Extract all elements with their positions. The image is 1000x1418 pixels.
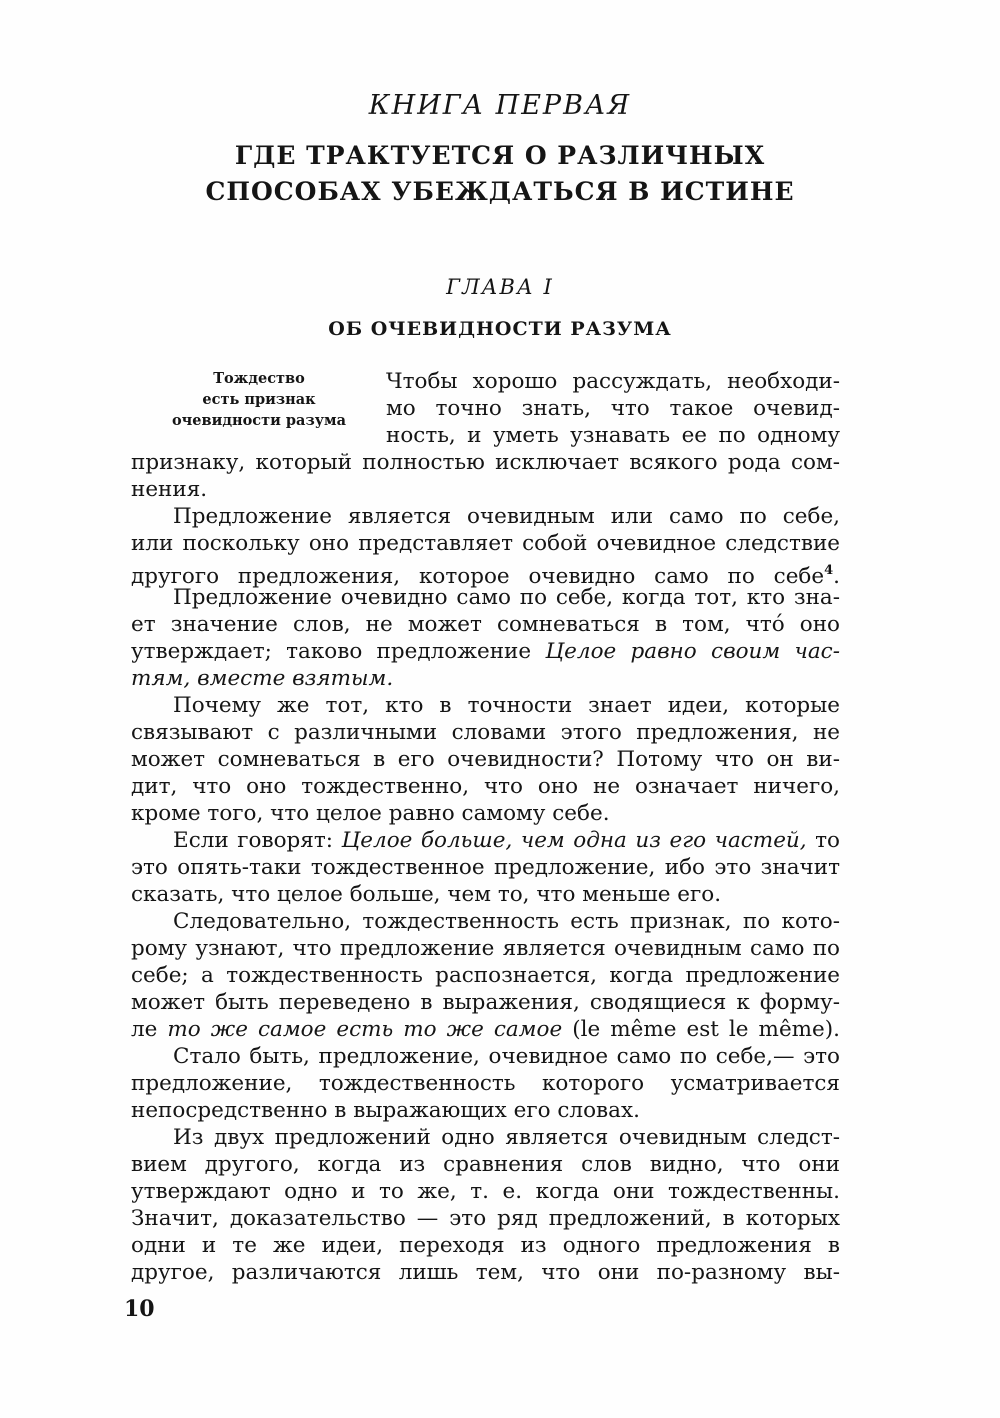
text-fragment: утверждает; таково предложение bbox=[131, 639, 546, 664]
text-line: сказать, что целое больше, чем то, что меньше его. bbox=[131, 882, 722, 907]
italic-quote: Целое больше, чем одна из его частей, bbox=[341, 828, 807, 853]
text-fragment: то bbox=[806, 828, 840, 853]
text-fragment: (le même est le même). bbox=[562, 1017, 841, 1042]
text-fragment: другого предложения, которое очевидно само по себе bbox=[131, 564, 825, 589]
margin-note-line: Тождество bbox=[213, 370, 305, 387]
text-line: другое, различаются лишь тем, что они по-разному вы- bbox=[131, 1260, 840, 1285]
text-line: утверждают одно и то же, т. е. когда они тождественны. bbox=[131, 1179, 840, 1204]
book-title bbox=[0, 138, 1000, 210]
text-line bbox=[131, 557, 840, 589]
text-line: кроме того, что целое равно самому себе. bbox=[131, 801, 610, 826]
text-line: одни и те же идеи, переходя из одного предложения в bbox=[131, 1233, 840, 1258]
text-line: мо точно знать, что такое очевид- bbox=[386, 396, 840, 421]
text-line: Почему же тот, кто в точности знает идеи, которые bbox=[173, 693, 840, 718]
text-line bbox=[131, 827, 840, 854]
margin-note bbox=[152, 368, 366, 431]
italic-quote: Целое равно своим час- bbox=[545, 639, 840, 664]
book-title-line: ГДЕ ТРАКТУЕТСЯ О РАЗЛИЧНЫХ bbox=[234, 141, 766, 170]
text-fragment: ле bbox=[131, 1017, 168, 1042]
chapter-label: ГЛАВА I bbox=[446, 275, 554, 299]
text-line: нения. bbox=[131, 477, 208, 502]
page-number: 10 bbox=[124, 1296, 155, 1322]
book-label: КНИГА ПЕРВАЯ bbox=[368, 90, 632, 121]
text-line: Из двух предложений одно является очевидным следст- bbox=[173, 1125, 840, 1150]
chapter-title: ОБ ОЧЕВИДНОСТИ РАЗУМА bbox=[328, 318, 672, 340]
text-line: связывают с различными словами этого предложения, не bbox=[131, 720, 840, 745]
text-line: это опять-таки тождественное предложение, ибо это значит bbox=[131, 855, 840, 880]
text-line: может быть переведено в выражения, сводящиеся к форму- bbox=[131, 990, 840, 1015]
text-line: Следовательно, тождественность есть признак, по кото- bbox=[173, 909, 840, 934]
body-text bbox=[131, 449, 840, 1286]
text-fragment: . bbox=[833, 564, 840, 589]
text-line bbox=[131, 665, 840, 692]
italic-quote: тям, вместе взятым. bbox=[131, 666, 394, 691]
text-line: ет значение слов, не может сомневаться в том, что́ оно bbox=[131, 612, 840, 637]
text-line: ность, и уметь узнавать ее по одному bbox=[386, 423, 840, 448]
margin-note-line: очевидности разума bbox=[172, 412, 346, 429]
text-line: предложение, тождественность которого усматривается bbox=[131, 1071, 840, 1096]
opening-paragraph-lines bbox=[386, 368, 840, 449]
text-line: вием другого, когда из сравнения слов видно, что они bbox=[131, 1152, 840, 1177]
text-line: или поскольку оно представляет собой очевидное следствие bbox=[131, 531, 840, 556]
text-line: дит, что оно тождественно, что оно не означает ничего, bbox=[131, 774, 840, 799]
text-fragment: Если говорят: bbox=[173, 828, 342, 853]
text-line: Стало быть, предложение, очевидное само по себе,— это bbox=[173, 1044, 840, 1069]
text-line: Предложение является очевидным или само по себе, bbox=[173, 504, 840, 529]
text-line: признаку, который полностью исключает всякого рода сом- bbox=[131, 450, 840, 475]
footnote-marker[interactable]: 4 bbox=[824, 563, 834, 578]
text-line: себе; а тождественность распознается, когда предложение bbox=[131, 963, 840, 988]
text-line bbox=[131, 1016, 840, 1043]
book-title-line: СПОСОБАХ УБЕЖДАТЬСЯ В ИСТИНЕ bbox=[205, 177, 795, 206]
italic-quote: то же самое есть то же самое bbox=[167, 1017, 563, 1042]
text-line: рому узнают, что предложение является очевидным само по bbox=[131, 936, 840, 961]
text-line bbox=[131, 638, 840, 665]
text-line: Значит, доказательство — это ряд предложений, в которых bbox=[131, 1206, 840, 1231]
margin-note-line: есть признак bbox=[202, 391, 316, 408]
text-line: Предложение очевидно само по себе, когда тот, кто зна- bbox=[173, 585, 840, 610]
text-line: может сомневаться в его очевидности? Потому что он ви- bbox=[131, 747, 840, 772]
text-line: непосредственно в выражающих его словах. bbox=[131, 1098, 640, 1123]
text-line: Чтобы хорошо рассуждать, необходи- bbox=[386, 369, 840, 394]
